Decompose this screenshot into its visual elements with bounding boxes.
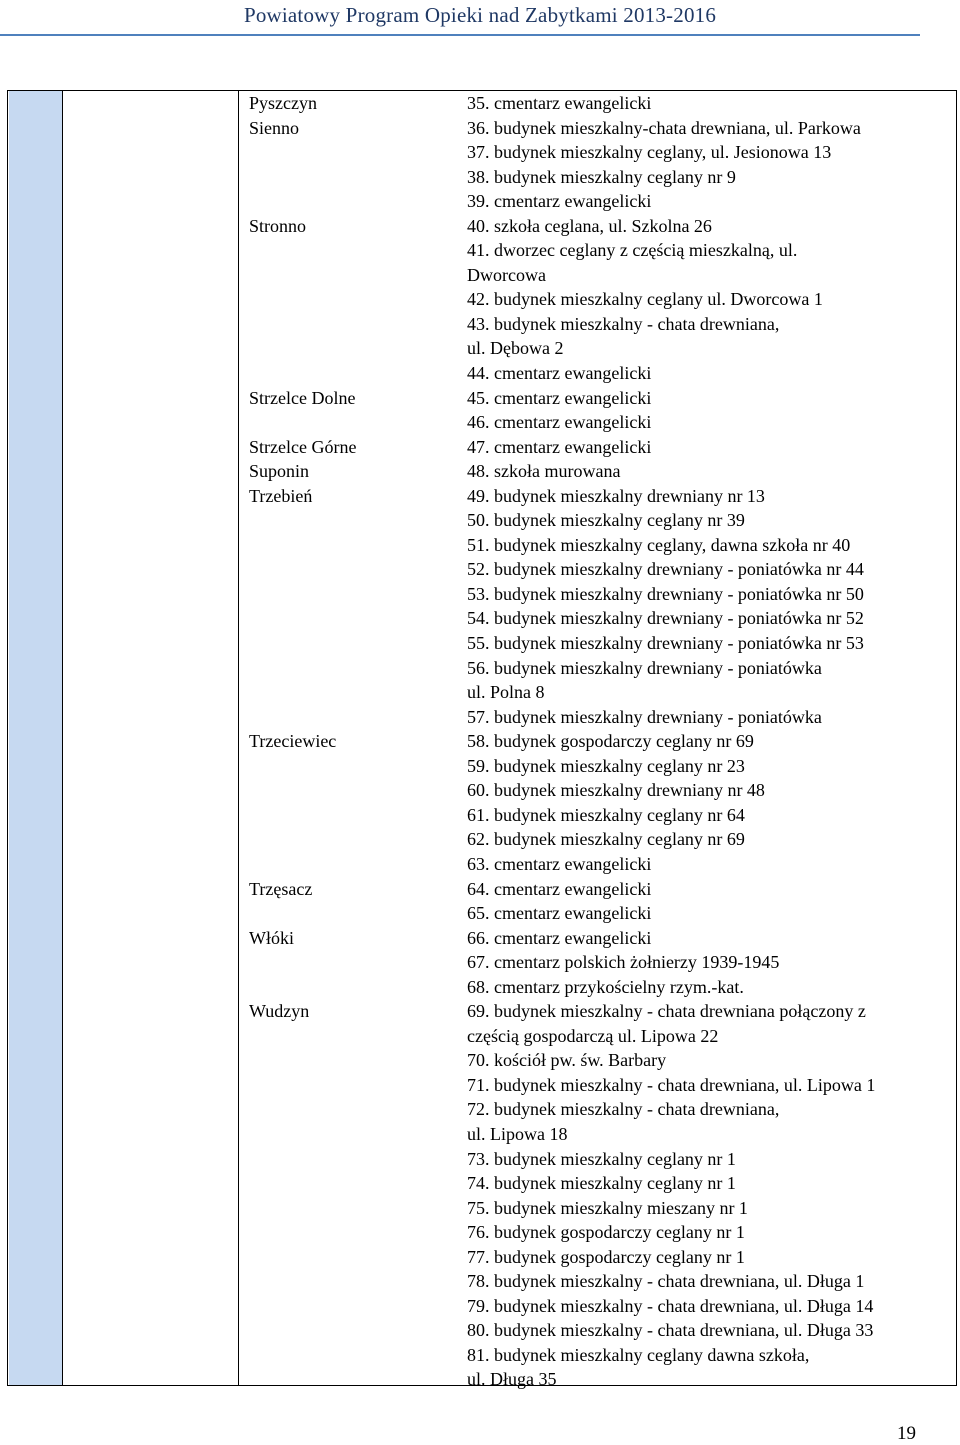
monument-entry: 63. cmentarz ewangelicki [467,853,652,874]
table-row [0,606,960,631]
monument-entry: 59. budynek mieszkalny ceglany nr 23 [467,755,745,776]
table-row [0,1196,960,1221]
table-row [0,1220,960,1245]
locality-name: Wudzyn [249,1001,310,1022]
table-row [0,435,960,460]
table-row [0,729,960,754]
monument-entry: 73. budynek mieszkalny ceglany nr 1 [467,1148,736,1169]
table-row [0,827,960,852]
locality-name: Stronno [249,215,307,236]
monument-entry: 55. budynek mieszkalny drewniany - poniatówka nr 53 [467,633,864,654]
table-row [0,901,960,926]
table-row [0,950,960,975]
table-row [0,1343,960,1368]
table-row [0,999,960,1024]
monument-entry: 38. budynek mieszkalny ceglany nr 9 [467,166,736,187]
monument-entry: 57. budynek mieszkalny drewniany - poniatówka [467,706,822,727]
table-row [0,459,960,484]
table-row [0,557,960,582]
table-row [0,238,960,263]
monument-entry: 41. dworzec ceglany z częścią mieszkalną, ul. [467,240,798,261]
monument-entry: 76. budynek gospodarczy ceglany nr 1 [467,1222,745,1243]
monument-entry: 75. budynek mieszkalny mieszany nr 1 [467,1197,748,1218]
table-row [0,1245,960,1270]
locality-name: Strzelce Dolne [249,387,356,408]
table-row [0,1269,960,1294]
monument-entry: 40. szkoła ceglana, ul. Szkolna 26 [467,215,712,236]
monument-entry: 56. budynek mieszkalny drewniany - poniatówka [467,657,822,678]
monument-entry: ul. Lipowa 18 [467,1123,568,1144]
locality-name: Trzęsacz [249,878,313,899]
monument-entry: 39. cmentarz ewangelicki [467,191,652,212]
monument-entry: Dworcowa [467,264,546,285]
monument-entry: częścią gospodarczą ul. Lipowa 22 [467,1025,719,1046]
table-row [0,1147,960,1172]
monument-entry: 37. budynek mieszkalny ceglany, ul. Jesionowa 13 [467,142,832,163]
monument-entry: 80. budynek mieszkalny - chata drewniana, ul. Długa 33 [467,1320,874,1341]
table-row [0,631,960,656]
table-row [0,189,960,214]
page-number: 19 [897,1423,916,1444]
table-row [0,386,960,411]
monument-entry: 58. budynek gospodarczy ceglany nr 69 [467,731,754,752]
monument-entry: 69. budynek mieszkalny - chata drewniana połączony z [467,1001,866,1022]
locality-name: Pyszczyn [249,93,317,113]
monument-entry: 78. budynek mieszkalny - chata drewniana, ul. Długa 1 [467,1271,865,1292]
table-row [0,508,960,533]
table-row [0,975,960,1000]
monument-entry: 36. budynek mieszkalny-chata drewniana, ul. Parkowa [467,117,861,138]
monument-entry: 71. budynek mieszkalny - chata drewniana, ul. Lipowa 1 [467,1074,876,1095]
table-row [0,287,960,312]
monument-entry: 65. cmentarz ewangelicki [467,903,652,924]
table-row [0,410,960,435]
table-row [0,1367,960,1392]
locality-name: Suponin [249,461,310,482]
monument-entry: 79. budynek mieszkalny - chata drewniana, ul. Długa 14 [467,1295,874,1316]
table-row [0,1048,960,1073]
header-divider [0,34,920,36]
table-row [0,116,960,141]
table-row [0,877,960,902]
monument-entry: 62. budynek mieszkalny ceglany nr 69 [467,829,745,850]
monument-entry: 54. budynek mieszkalny drewniany - poniatówka nr 52 [467,608,864,629]
monument-entry: 42. budynek mieszkalny ceglany ul. Dworcowa 1 [467,289,823,310]
table-row [0,656,960,681]
table-row [0,312,960,337]
monument-entry: 52. budynek mieszkalny drewniany - poniatówka nr 44 [467,559,864,580]
locality-name: Trzebień [249,485,313,506]
monument-entry: 68. cmentarz przykościelny rzym.-kat. [467,976,744,997]
monument-entry: 43. budynek mieszkalny - chata drewniana, [467,313,780,334]
monument-entry: ul. Długa 35 [467,1369,557,1390]
table-row [0,680,960,705]
locality-name: Strzelce Górne [249,436,357,457]
table-row [0,91,960,116]
monument-entry: 48. szkoła murowana [467,461,621,482]
table-row [0,705,960,730]
table-row [0,1294,960,1319]
monument-entry: 66. cmentarz ewangelicki [467,927,652,948]
table-row [0,926,960,951]
table-row [0,803,960,828]
table-row [0,778,960,803]
table-row [0,1122,960,1147]
table-row [0,336,960,361]
monument-entry: 53. budynek mieszkalny drewniany - poniatówka nr 50 [467,583,864,604]
monument-entry: 45. cmentarz ewangelicki [467,387,652,408]
monument-entry: ul. Dębowa 2 [467,338,564,359]
locality-name: Trzeciewiec [249,731,337,752]
monument-entry: 61. budynek mieszkalny ceglany nr 64 [467,804,745,825]
table-row [0,582,960,607]
monument-entry: 77. budynek gospodarczy ceglany nr 1 [467,1246,745,1267]
monument-entry: ul. Polna 8 [467,682,545,703]
monument-entry: 35. cmentarz ewangelicki [467,93,652,113]
table-row [0,140,960,165]
table-row [0,214,960,239]
table-row [0,1097,960,1122]
table-row [0,754,960,779]
table-row [0,852,960,877]
monument-entry: 72. budynek mieszkalny - chata drewniana, [467,1099,780,1120]
table-row [0,263,960,288]
locality-name: Włóki [249,927,294,948]
page-header-title: Powiatowy Program Opieki nad Zabytkami 2013-2016 [243,3,717,27]
table-row [0,361,960,386]
monument-entry: 50. budynek mieszkalny ceglany nr 39 [467,510,745,531]
monument-entry: 74. budynek mieszkalny ceglany nr 1 [467,1173,736,1194]
monument-entry: 51. budynek mieszkalny ceglany, dawna szkoła nr 40 [467,534,851,555]
monument-entry: 49. budynek mieszkalny drewniany nr 13 [467,485,765,506]
table-row [0,1318,960,1343]
table-row [0,1073,960,1098]
table-row [0,1024,960,1049]
table-row [0,484,960,509]
monument-entry: 47. cmentarz ewangelicki [467,436,652,457]
table-row [0,1171,960,1196]
monument-entry: 46. cmentarz ewangelicki [467,412,652,433]
locality-name: Sienno [249,117,300,138]
monument-entry: 70. kościół pw. św. Barbary [467,1050,667,1071]
monument-entry: 60. budynek mieszkalny drewniany nr 48 [467,780,765,801]
table-rows [0,91,960,1392]
monument-entry: 81. budynek mieszkalny ceglany dawna szkoła, [467,1344,810,1365]
table-row [0,165,960,190]
monument-entry: 64. cmentarz ewangelicki [467,878,652,899]
monument-entry: 44. cmentarz ewangelicki [467,363,652,384]
monument-entry: 67. cmentarz polskich żołnierzy 1939-1945 [467,952,780,973]
table-row [0,533,960,558]
